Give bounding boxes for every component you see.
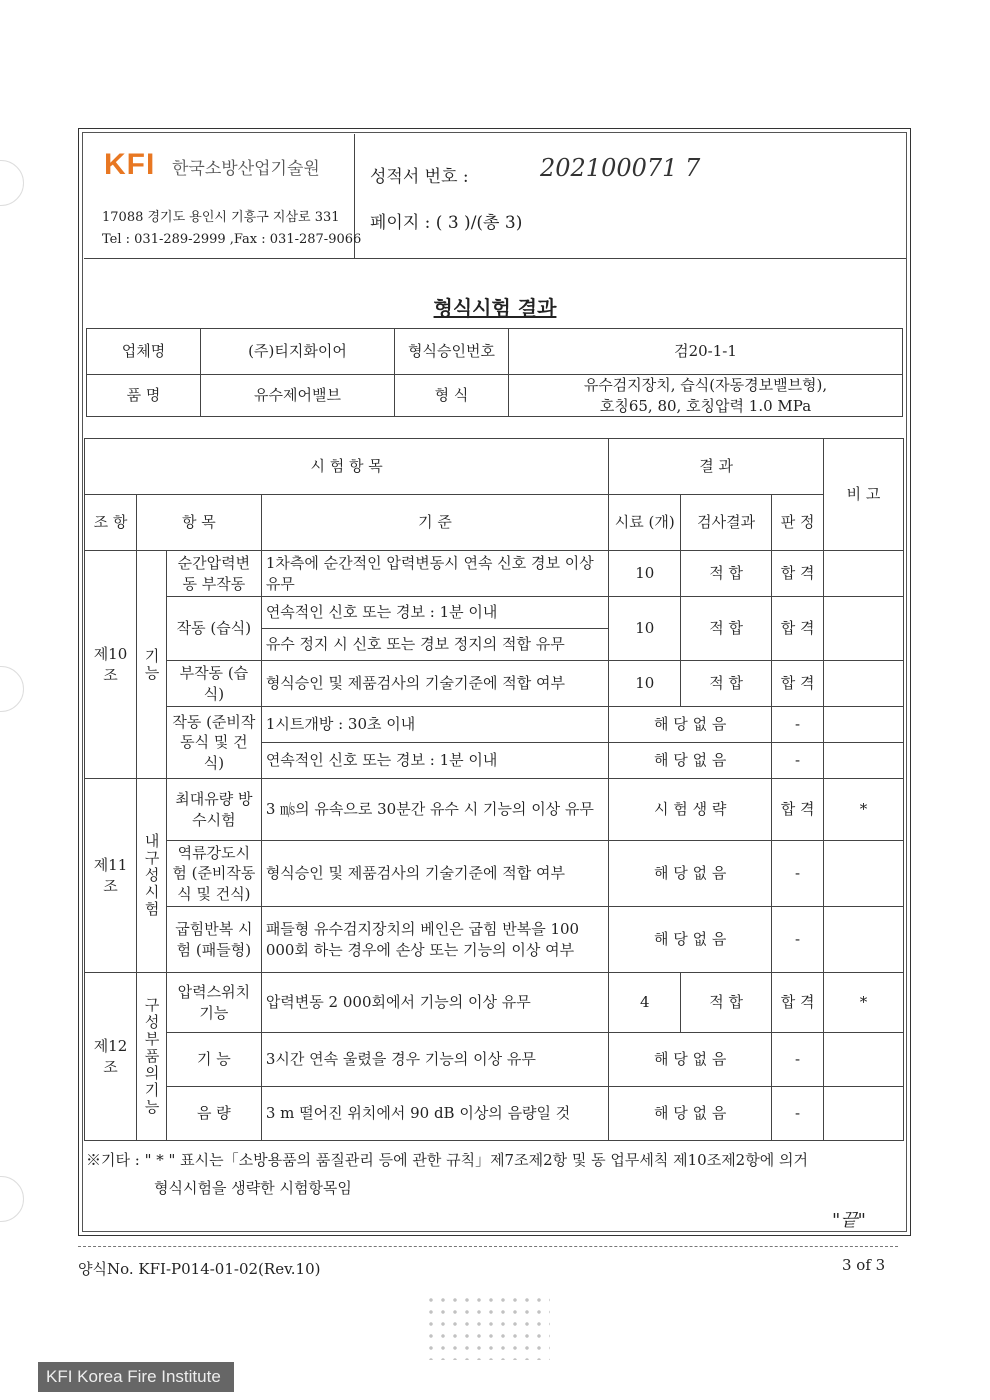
criteria-cell: 패들형 유수검지장치의 베인은 굽힘 반복을 100 000회 하는 경우에 손상 또는 기능의 이상 여부 <box>261 907 608 973</box>
punch-hole <box>0 666 24 712</box>
judgment-cell: - <box>772 743 824 779</box>
product-value: 유수제어밸브 <box>201 375 395 417</box>
address: 17088 경기도 용인시 기흥구 지삼로 331 <box>102 210 340 225</box>
document-title: 형식시험 결과 <box>433 296 557 320</box>
criteria-cell: 형식승인 및 제품검사의 기술기준에 적합 여부 <box>261 661 608 707</box>
remark-cell <box>824 1033 904 1087</box>
remark-cell <box>824 841 904 907</box>
table-row <box>85 779 904 841</box>
result-cell: 해 당 없 음 <box>609 743 772 779</box>
remark-cell: * <box>824 779 904 841</box>
remark-cell <box>824 661 904 707</box>
header-judgment: 판 정 <box>772 495 824 551</box>
group-durability: 내구성시험 <box>136 779 166 973</box>
remark-cell <box>824 743 904 779</box>
inspection-cell: 적 합 <box>681 661 772 707</box>
remark-cell <box>824 707 904 743</box>
criteria-cell: 연속적인 신호 또는 경보 : 1분 이내 <box>261 743 608 779</box>
item-cell: 순간압력변동 부작동 <box>166 551 261 597</box>
item-cell: 굽힘반복 시험 (패들형) <box>166 907 261 973</box>
header-clause: 조 항 <box>85 495 137 551</box>
page-label: 페이지 : ( 3 )/(총 3) <box>370 213 523 233</box>
group-function: 기능 <box>136 551 166 779</box>
remark-cell <box>824 551 904 597</box>
clause-12: 제12조 <box>85 973 137 1141</box>
item-cell: 작동 (습식) <box>166 597 261 661</box>
form-number: 양식No. KFI-P014-01-02(Rev.10) <box>78 1260 321 1278</box>
cert-number: 202100071 7 <box>540 154 701 182</box>
criteria-cell: 1시트개방 : 30초 이내 <box>261 707 608 743</box>
item-cell: 음 량 <box>166 1087 261 1141</box>
approval-label: 형식승인번호 <box>395 329 509 375</box>
criteria-cell: 유수 정지 시 신호 또는 경보 정지의 적합 유무 <box>261 629 608 661</box>
clause-10: 제10조 <box>85 551 137 779</box>
table-row <box>85 1087 904 1141</box>
table-row <box>85 707 904 743</box>
header-result: 결 과 <box>609 439 824 495</box>
criteria-cell: 3 ㎧의 유속으로 30분간 유수 시 기능의 이상 유무 <box>261 779 608 841</box>
footnote: ※기타 : " * " 표시는「소방용품의 품질관리 등에 관한 규칙」제7조제2항 및 동 업무세칙 제10조제2항에 의거 형식시험을 생략한 시험항목임 <box>86 1151 808 1197</box>
inspection-cell: 적 합 <box>681 551 772 597</box>
table-row <box>85 551 904 597</box>
item-cell: 작동 (준비작동식 및 건식) <box>166 707 261 779</box>
type-value: 유수검지장치, 습식(자동경보밸브형), 호칭65, 80, 호칭압력 1.0 MPa <box>509 375 903 417</box>
product-label: 품 명 <box>87 375 201 417</box>
group-components: 구성부품의기능 <box>136 973 166 1141</box>
perforation-stamp <box>425 1294 550 1360</box>
punch-hole <box>0 160 24 206</box>
judgment-cell: - <box>772 907 824 973</box>
end-mark: "끝" <box>832 1210 866 1231</box>
sample-cell: 10 <box>609 597 681 661</box>
product-info-table <box>86 328 903 417</box>
test-results-table <box>84 438 904 1141</box>
table-row <box>85 661 904 707</box>
remark-cell <box>824 1087 904 1141</box>
company-label: 업체명 <box>87 329 201 375</box>
item-cell: 부작동 (습식) <box>166 661 261 707</box>
item-cell: 역류강도시험 (준비작동식 및 건식) <box>166 841 261 907</box>
inspection-cell: 적 합 <box>681 973 772 1033</box>
table-row <box>85 841 904 907</box>
header-test-items: 시 험 항 목 <box>85 439 609 495</box>
item-cell: 압력스위치 기능 <box>166 973 261 1033</box>
result-cell: 해 당 없 음 <box>609 1033 772 1087</box>
result-cell: 해 당 없 음 <box>609 841 772 907</box>
header-sample: 시료 (개) <box>609 495 681 551</box>
sample-cell: 4 <box>609 973 681 1033</box>
page-count: 3 of 3 <box>842 1256 886 1274</box>
sample-cell: 10 <box>609 551 681 597</box>
judgment-cell: 합 격 <box>772 597 824 661</box>
judgment-cell: - <box>772 841 824 907</box>
judgment-cell: - <box>772 707 824 743</box>
result-cell: 해 당 없 음 <box>609 1087 772 1141</box>
remark-cell: * <box>824 973 904 1033</box>
criteria-cell: 연속적인 신호 또는 경보 : 1분 이내 <box>261 597 608 629</box>
result-cell: 해 당 없 음 <box>609 907 772 973</box>
table-row <box>85 1033 904 1087</box>
sample-cell: 10 <box>609 661 681 707</box>
type-label: 형 식 <box>395 375 509 417</box>
criteria-cell: 형식승인 및 제품검사의 기술기준에 적합 여부 <box>261 841 608 907</box>
judgment-cell: - <box>772 1033 824 1087</box>
item-cell: 기 능 <box>166 1033 261 1087</box>
company-value: (주)티지화이어 <box>201 329 395 375</box>
watermark-logo: KFI Korea Fire Institute <box>38 1362 234 1392</box>
header-inspection: 검사결과 <box>681 495 772 551</box>
table-row <box>85 597 904 629</box>
criteria-cell: 압력변동 2 000회에서 기능의 이상 유무 <box>261 973 608 1033</box>
punch-hole <box>0 1176 24 1222</box>
approval-value: 검20-1-1 <box>509 329 903 375</box>
header-criteria: 기 준 <box>261 495 608 551</box>
judgment-cell: 합 격 <box>772 661 824 707</box>
contact: Tel : 031-289-2999 ,Fax : 031-287-9066 <box>102 232 362 247</box>
item-cell: 최대유량 방수시험 <box>166 779 261 841</box>
judgment-cell: 합 격 <box>772 973 824 1033</box>
org-name: 한국소방산업기술원 <box>172 159 320 179</box>
table-row <box>85 907 904 973</box>
result-cell: 해 당 없 음 <box>609 707 772 743</box>
institute-block <box>84 134 362 259</box>
cert-label: 성적서 번호 : <box>370 167 469 187</box>
table-row <box>85 973 904 1033</box>
result-cell: 시 험 생 략 <box>609 779 772 841</box>
clause-11: 제11조 <box>85 779 137 973</box>
kfi-logo-text: KFI <box>104 148 156 181</box>
header-item: 항 목 <box>136 495 261 551</box>
document-header <box>84 134 906 258</box>
criteria-cell: 3 m 떨어진 위치에서 90 dB 이상의 음량일 것 <box>261 1087 608 1141</box>
remark-cell <box>824 907 904 973</box>
judgment-cell: - <box>772 1087 824 1141</box>
inspection-cell: 적 합 <box>681 597 772 661</box>
criteria-cell: 3시간 연속 울렸을 경우 기능의 이상 유무 <box>261 1033 608 1087</box>
judgment-cell: 합 격 <box>772 551 824 597</box>
header-remark: 비 고 <box>824 439 904 551</box>
criteria-cell: 1차측에 순간적인 압력변동시 연속 신호 경보 이상 유무 <box>261 551 608 597</box>
judgment-cell: 합 격 <box>772 779 824 841</box>
remark-cell <box>824 597 904 661</box>
divider <box>78 1246 898 1247</box>
certificate-block <box>354 134 906 259</box>
kfi-logo <box>104 148 155 182</box>
